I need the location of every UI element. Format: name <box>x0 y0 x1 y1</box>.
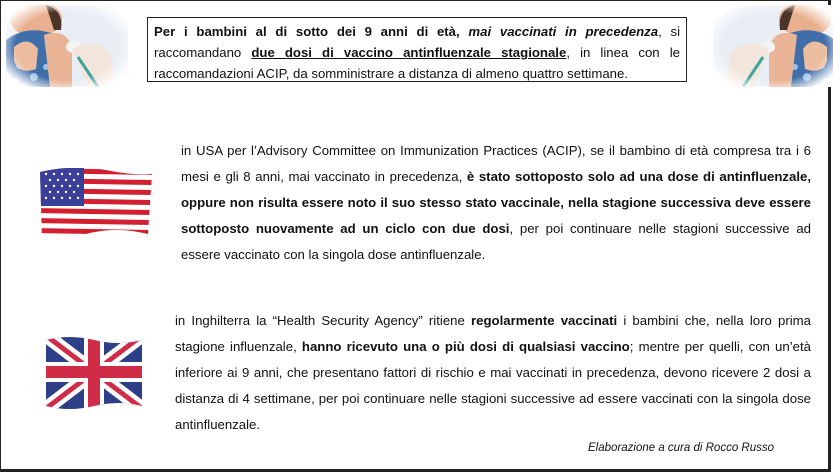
uk-text-bold-2: hanno ricevuto una o più dosi di qualsiasi vaccino <box>301 339 630 354</box>
uk-text-3: ; mentre per quelli, con un’età inferiore ai 9 anni, che presentano fattori di rischio e mai vaccinati in precedenza, devono ricevere 2 dosi a distanza di 4 settimane, per poi continuare nelle stagioni successive ad essere vaccinati con la singola dose antinfluenzale. <box>175 339 811 432</box>
usa-text-1: in USA per l’Advisory Committee on Immunization Practices (ACIP), se il bambino di età compresa tra i 6 mesi e gli 8 anni, mai vaccinato in precedenza, <box>181 143 811 184</box>
usa-text-bold: è stato sottoposto solo ad una dose di antinfluenzale, oppure non risulta essere noto il suo stesso stato vaccinale, nella stagione successiva deve essere sottoposto nuovamente ad un ciclo con due dosi <box>181 169 811 236</box>
uk-text-2: i bambini che, nella loro prima stagione influenzale, <box>175 313 811 354</box>
intro-recommendation-box <box>147 17 687 82</box>
intro-text: , si raccomandano <box>154 24 680 60</box>
usa-flag-icon <box>36 160 152 242</box>
intro-underlined-text: due dosi di vaccino antinfluenzale stagionale <box>251 45 567 60</box>
intro-text-end: , in linea con le raccomandazioni ACIP, da somministrare a distanza di almeno quattro settimane. <box>154 45 680 81</box>
intro-italic-text: mai vaccinati in precedenza <box>468 24 659 39</box>
uk-text-bold-1: regolarmente vaccinati <box>471 313 618 328</box>
uk-flag-icon <box>44 334 144 410</box>
usa-recommendation-text <box>181 138 811 268</box>
intro-bold-text: Per i bambini al di sotto dei 9 anni di età, <box>154 24 469 39</box>
uk-text-1: in Inghilterra la “Health Security Agency” ritiene <box>175 313 471 328</box>
usa-text-2: , per poi continuare nelle stagioni successive ad essere vaccinato con la singola dose antinfluenzale. <box>181 221 811 262</box>
child-vaccination-photo-right <box>713 5 833 87</box>
author-credit: Elaborazione a cura di Rocco Russo <box>588 442 775 454</box>
uk-recommendation-text <box>175 308 811 438</box>
child-vaccination-photo-left <box>6 5 128 87</box>
